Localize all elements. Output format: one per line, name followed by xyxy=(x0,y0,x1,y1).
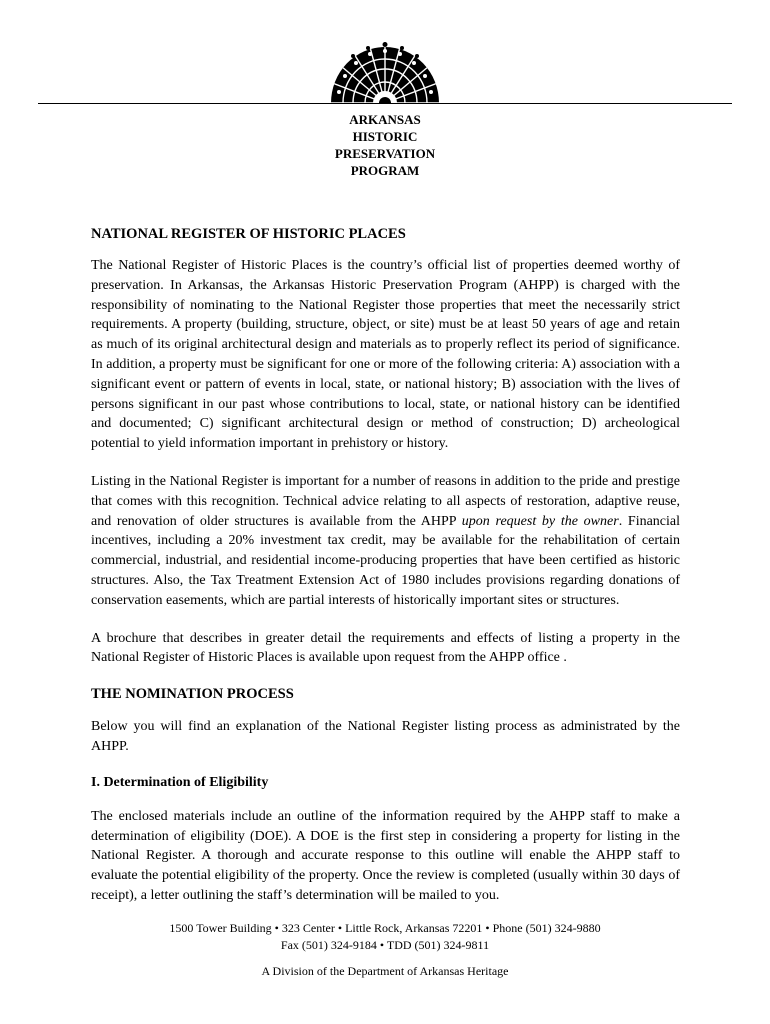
org-line-1: ARKANSAS xyxy=(349,112,421,127)
listing-text-1: Listing in the National Register is important for a number of reasons in addition to the pride and prestige that comes with this recognition. Technical advice relating to all aspects of restoration, adaptive reuse, and renovation of older structures is available from the AHPP xyxy=(91,473,680,529)
determination-paragraph: The enclosed materials include an outline of the information required by the AHPP staff to make a determination of eligibility (DOE). A DOE is the first step in considering a property for listing in the National Register. A thorough and accurate response to this outline will enable the AHPP staff to evaluate the potential eligibility of the property. Once the review is completed (usually within 30 days of receipt), a letter outlining the staff’s determination will be mailed to you. xyxy=(91,808,680,903)
org-name xyxy=(320,111,450,179)
listing-emphasis: upon request by the owner xyxy=(461,513,619,529)
fanlight-window-icon xyxy=(329,42,441,104)
org-line-4: PROGRAM xyxy=(350,163,420,178)
org-line-3: PRESERVATION xyxy=(334,146,436,161)
document-body xyxy=(91,224,680,906)
intro-paragraph: The National Register of Historic Places is the country’s official list of properties deemed worthy of preservation. In Arkansas, the Arkansas Historic Preservation Program (AHPP) is charged with the responsibility of nominating to the National Register those properties that meet the necessarily strict requirements. A property (building, structure, object, or site) must be at least 50 years of age and retain as much of its original architectural design and materials as to properly reflect its period of significance. In addition, a property must be significant for one or more of the following criteria: A) association with a significant event or pattern of events in local, state, or national history; B) association with the lives of persons significant in our past whose contributions to local, state, or national history can be identified and documented; C) significant architectural design or method of construction; D) archeological potential to yield information important in prehistory or history. xyxy=(91,258,680,452)
footer-contact: Fax (501) 324-9184 • TDD (501) 324-9811 xyxy=(280,938,490,952)
brochure-paragraph: A brochure that describes in greater detail the requirements and effects of listing a property in the National Register of Historic Places is available upon request from the AHPP office . xyxy=(91,630,680,666)
header-rule xyxy=(38,103,732,104)
subsection-title-determination: I. Determination of Eligibility xyxy=(91,774,269,790)
footer-address: 1500 Tower Building • 323 Center • Little Rock, Arkansas 72201 • Phone (501) 324-9880 xyxy=(169,921,601,935)
org-line-2: HISTORIC xyxy=(352,129,418,144)
listing-text-2: . Financial incentives, including a 20% investment tax credit, may be available for the rehabilitation of certain commercial, industrial, and residential income-producing properties that have been certified as historic structures. Also, the Tax Treatment Extension Act of 1980 includes provisions regarding donations of conservation easements, which are partial interests of historically important sites or structures. xyxy=(91,513,681,608)
section-title-nomination-process: THE NOMINATION PROCESS xyxy=(91,686,294,703)
section-title-national-register: NATIONAL REGISTER OF HISTORIC PLACES xyxy=(91,226,406,242)
footer-division: A Division of the Department of Arkansas Heritage xyxy=(261,964,509,978)
page-footer xyxy=(100,920,670,980)
nomination-intro-paragraph: Below you will find an explanation of the National Register listing process as administrated by the AHPP. xyxy=(91,719,680,754)
listing-paragraph xyxy=(91,472,680,611)
